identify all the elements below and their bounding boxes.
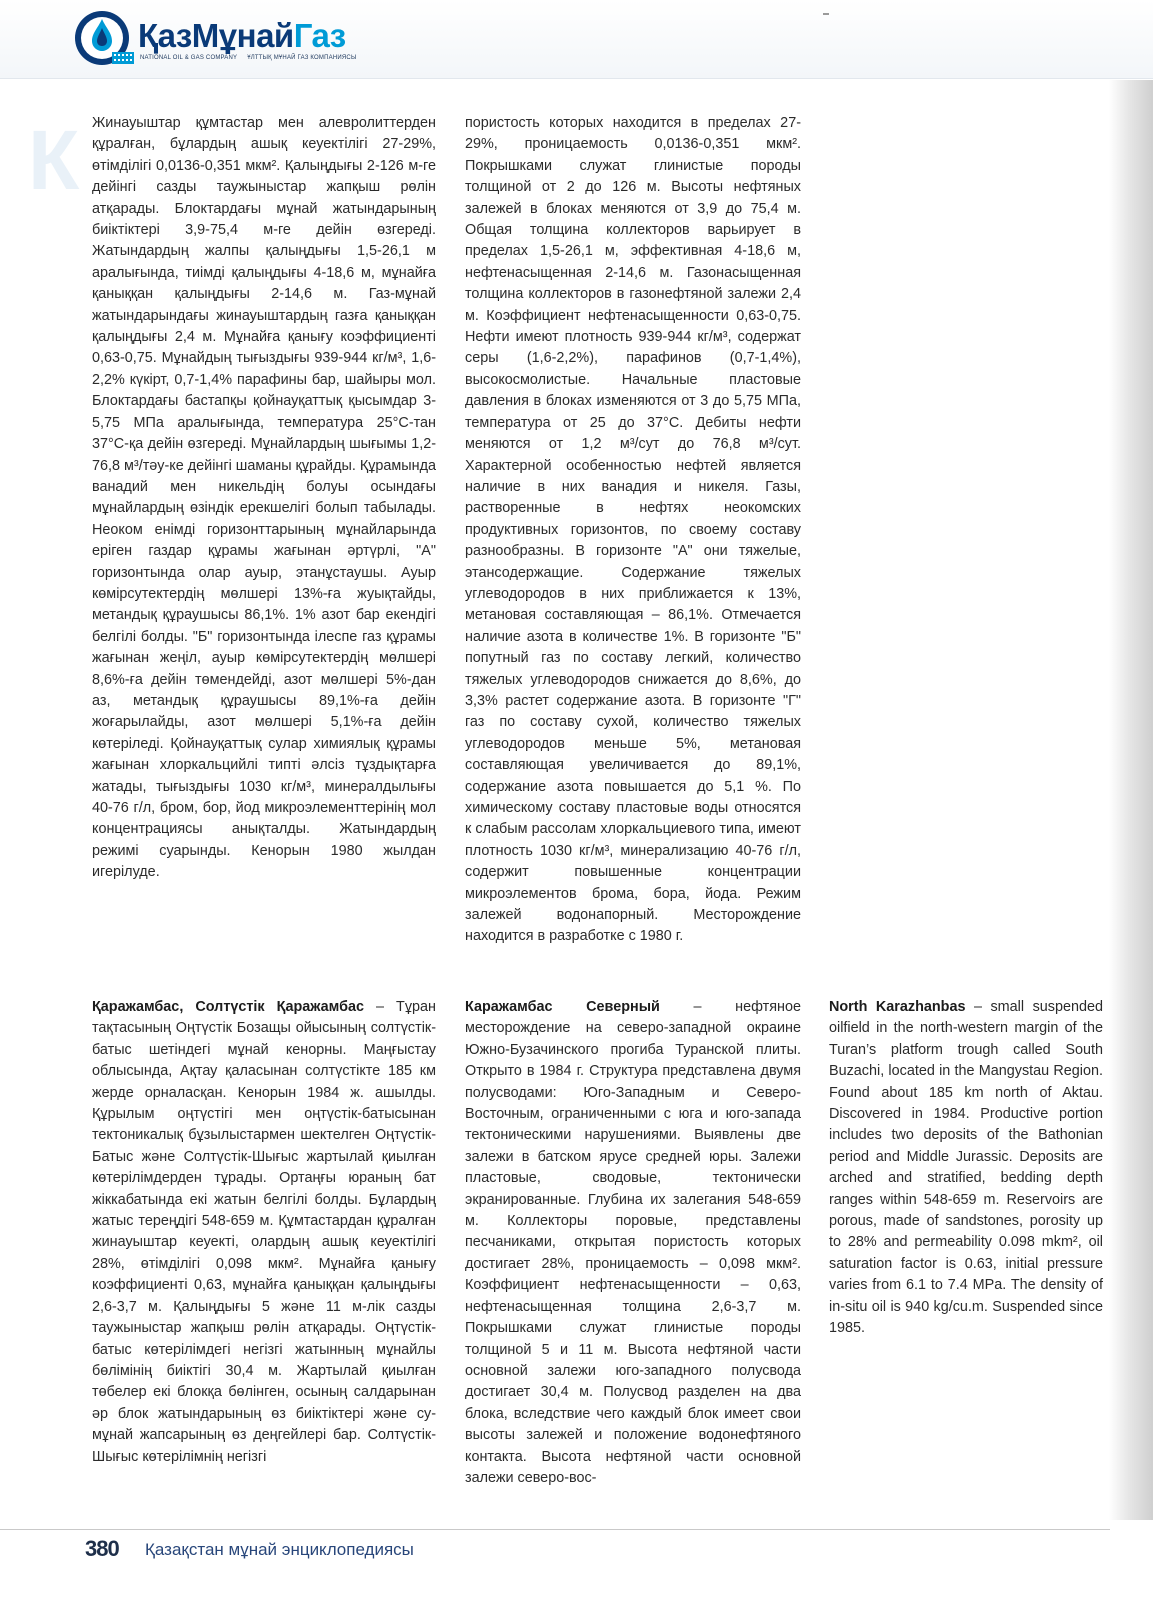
section2-english-text: – small suspended oilfield in the north-western margin of the Turan’s platform trough called South Buzachi, located in the Mangystau Region. Found about 185 km north of Aktau. Discovered in 1984. Productive portion includes two deposits of the Bathonian period and Middle Jurassic. Deposits are arched and stratified, bedding depth ranges within 548-659 m. Reservoirs are porous, made of sandstones, porosity up to 28% and permeability 0.098 mkm², oil saturation factor is 0.63, initial pressure varies from 6.1 to 7.4 MPa. The density of in-situ oil is 940 kg/cu.m. Suspended since 1985. xyxy=(829,999,1103,1337)
footer-title: Қазақстан мұнай энциклопедиясы xyxy=(145,1540,414,1559)
section1-russian-text: пористость которых находится в пределах 27-29%, проницаемость 0,0136-0,351 мкм². Покрышками служат глинистые породы толщиной от 2 до 126 м. Высоты нефтяных залежей в блоках меняются от 3,9 до 75,4 м. Общая толщина коллекторов варьирует в пределах 1,5-26,1 м, эффективная 4-18,6 м, нефтенасыщенная 2-14,6 м. Газонасыщенная толщина коллекторов в газонефтяной залежи 2,4 м. Коэффициент нефтенасыщенности 0,63-0,75. Нефти имеют плотность 939-944 кг/м³, содержат серы (1,6-2,2%), парафинов (0,7-1,4%), высокосмолистые. Начальные пластовые давления в блоках изменяются от 3 до 5,75 МПа, температура от 25 до 37°С. Дебиты нефти меняются от 1,2 м³/сут до 76,8 м³/сут. Характерной особенностью нефтей является наличие в них ванадия и никеля. Газы, растворенные в нефтях неокомских продуктивных горизонтов, по своему составу разнообразны. В горизонте "А" они тяжелые, этансодержащие. Содержание тяжелых углеводородов в них приближается к 13%, метановая составляющая – 86,1%. Отмечается наличие азота в количестве 1%. В горизонте "Б" попутный газ по составу легкий, количество тяжелых углеводородов снижается до 8,6%, до 3,3% растет содержание азота. В горизонте "Г" газ по составу сухой, количество тяжелых углеводородов меньше 5%, метановая составляющая увеличивается до 89,1%, содержание азота повышается до 5,1 %. По химическому составу пластовые воды относятся к слабым рассолам хлоркальциевого типа, имеют плотность 1030 кг/м³, минерализацию 40-76 г/л, содержит повышенные концентрации микроэлементов брома, бора, йода. Режим залежей водонапорный. Месторождение находится в разработке с 1980 г. xyxy=(465,115,801,945)
logo-emblem-icon xyxy=(72,8,136,68)
section2-kazakh-term: Қаражамбас, Солтүстік Қаражамбас xyxy=(92,999,364,1015)
brand-name-part1: ҚазМұнай xyxy=(138,17,294,54)
section2-english-entry xyxy=(829,997,1103,1340)
section2-kazakh-text: – Тұран тақтасының Оңтүстік Бозащы ойысының солтүстік-батыс шетіндегі мұнай кенорны. Маңғыстау облысында, Ақтау қаласынан солтүстікте 185 км жерде орналасқан. Кенорын 1984 ж. ашылды. Құрылым оңтүстігі мен оңтүстік-батысынан тектоникалық бұзылыстармен шектелген Оңтүстік-Батыс және Солтүстік-Шығыс жартылай қиылған көтерілімдерден тұрады. Ортаңғы юраның бат жіккабатында екі жатын белгілі болды. Бұлардың жатыс тереңдігі 548-659 м. Құмтастардан құралған жинауыштар кеуекті, олардың ашық кеуектілігі 28%, өтімділігі 0,098 мкм². Мұнайға қанығу коэффициенті 0,63, мұнайға қаныққан қалыңдығы 2,6-3,7 м. Қалыңдығы 5 және 11 м-лік сазды таужыныстар жапқыш рөлін атқарады. Оңтүстік-батыс көтерілімдегі негізгі жатынның мұнайлы бөлімінің биіктігі 30,4 м. Жартылай қиылған төбелер екі блокқа бөлінген, осының салдарынан әр блок жатындарының өз биіктіктері және су-мұнай жапсарының өз деңгейлері бар. Солтүстік-Шығыс көтерілімнің негізгі xyxy=(92,999,436,1465)
section2-english-term: North Karazhanbas xyxy=(829,999,966,1015)
section1-kazakh-text: Жинауыштар құмтастар мен алевролиттерден құралған, бұлардың ашық кеуектілігі 27-29%, өтімділігі 0,0136-0,351 мкм². Қалыңдығы 2-126 м-ге дейінгі сазды таужыныстар жапқыш рөлін атқарады. Блоктардағы мұнай жатындарының биіктіктері 3,9-75,4 м-ге дейін өзгереді. Жатындардың жалпы қалыңдығы 1,5-26,1 м аралығында, тиімді қалыңдығы 4-18,6 м, мұнайға қаныққан қалыңдығы 2-14,6 м. Газ-мұнай жатындарындағы жинауыштардың газға қаныққан қалыңдығы 2,4 м. Мұнайға қанығу коэффициенті 0,63-0,75. Мұнайдың тығыздығы 939-944 кг/м³, 1,6-2,2% күкірт, 0,7-1,4% парафины бар, шайыры мол. Блоктардағы бастапқы қойнауқаттық қысымдар 3-5,75 МПа аралығында, температура 25°С-тан 37°С-қа дейін өзгереді. Мұнайлардың шығымы 1,2-76,8 м³/тәу-ке дейінгі шаманы құрайды. Құрамында ванадий мен никельдің болуы осындағы мұнайлардың өзіндік ерекшелігі болып табылады. Неоком енімді горизонттарының мұнайларында еріген газдар құрамы жағынан әртүрлі, "А" горизонтында олар ауыр, этанұстаушы. Ауыр көмірсутектердің мөлшері 13%-ға жуықтайды, метандық құраушысы 86,1%. 1% азот бар екендігі белгілі болды. "Б" горизонтында ілеспе газ құрамы жағынан жеңіл, ауыр көмірсутектердің мөлшері 8,6%-ға дейін төмендейді, азот мөлшері 5%-дан аз, метандық құраушысы 89,1%-ға дейін жоғарылайды, азот мөлшері 5,1%-ға дейін көтеріледі. Қойнауқаттық сулар химиялық құрамы жағынан хлоркальцийлі типті әлсіз тұздықтарға жатады, тығыздығы 1030 кг/м³, минералдылығы 40-76 г/л, бром, бор, йод микроэлементтерінің мол концентрациясы анықталды. Жатындардың режимі суарынды. Кенорын 1980 жылдан игерілуде. xyxy=(92,115,436,881)
section2-russian-text: – нефтяное месторождение на северо-западной окраине Южно-Бузачинского прогиба Туранской плиты. Открыто в 1984 г. Структура представлена двумя полусводами: Юго-Западным и Северо-Восточным, ограниченными с юга и юго-запада тектоническими нарушениями. Выявлены две залежи в батском ярусе средней юры. Залежи пластовые, сводовые, тектонически экранированные. Глубина их залегания 548-659 м. Коллекторы поровые, представлены песчаниками, открытая пористость которых достигает 28%, проницаемость – 0,098 мкм². Коэффициент нефтенасыщенности – 0,63, нефтенасыщенная толщина 2,6-3,7 м. Покрышками служат глинистые породы толщиной 5 и 11 м. Высота нефтяной части основной залежи юго-западного полусвода достигает 30,4 м. Полусвод разделен на два блока, вследствие чего каждый блок имеет свои высоты залежей и положение водонефтяного контакта. Высота нефтяной части основной залежи северо-вос- xyxy=(465,999,801,1486)
page-edge-shadow xyxy=(1109,80,1153,1520)
background-letter: К xyxy=(28,113,80,207)
section2-russian-term: Каражамбас Северный xyxy=(465,999,660,1015)
brand-subtitle xyxy=(140,55,356,61)
brand-name-part2: Газ xyxy=(293,17,346,54)
section2-kazakh-entry xyxy=(92,997,436,1468)
brand-subtitle-kz: ҰЛТТЫҚ МҰНАЙ ГАЗ КОМПАНИЯСЫ xyxy=(247,55,357,61)
header-band xyxy=(0,0,1153,79)
brand-subtitle-en: NATIONAL OIL & GAS COMPANY xyxy=(140,55,238,61)
brand-name xyxy=(138,18,346,54)
page-number: 380 xyxy=(85,1536,119,1561)
scan-mark xyxy=(823,13,829,15)
footer-divider xyxy=(0,1529,1110,1530)
company-logo xyxy=(72,8,372,68)
section2-russian-entry xyxy=(465,997,801,1489)
